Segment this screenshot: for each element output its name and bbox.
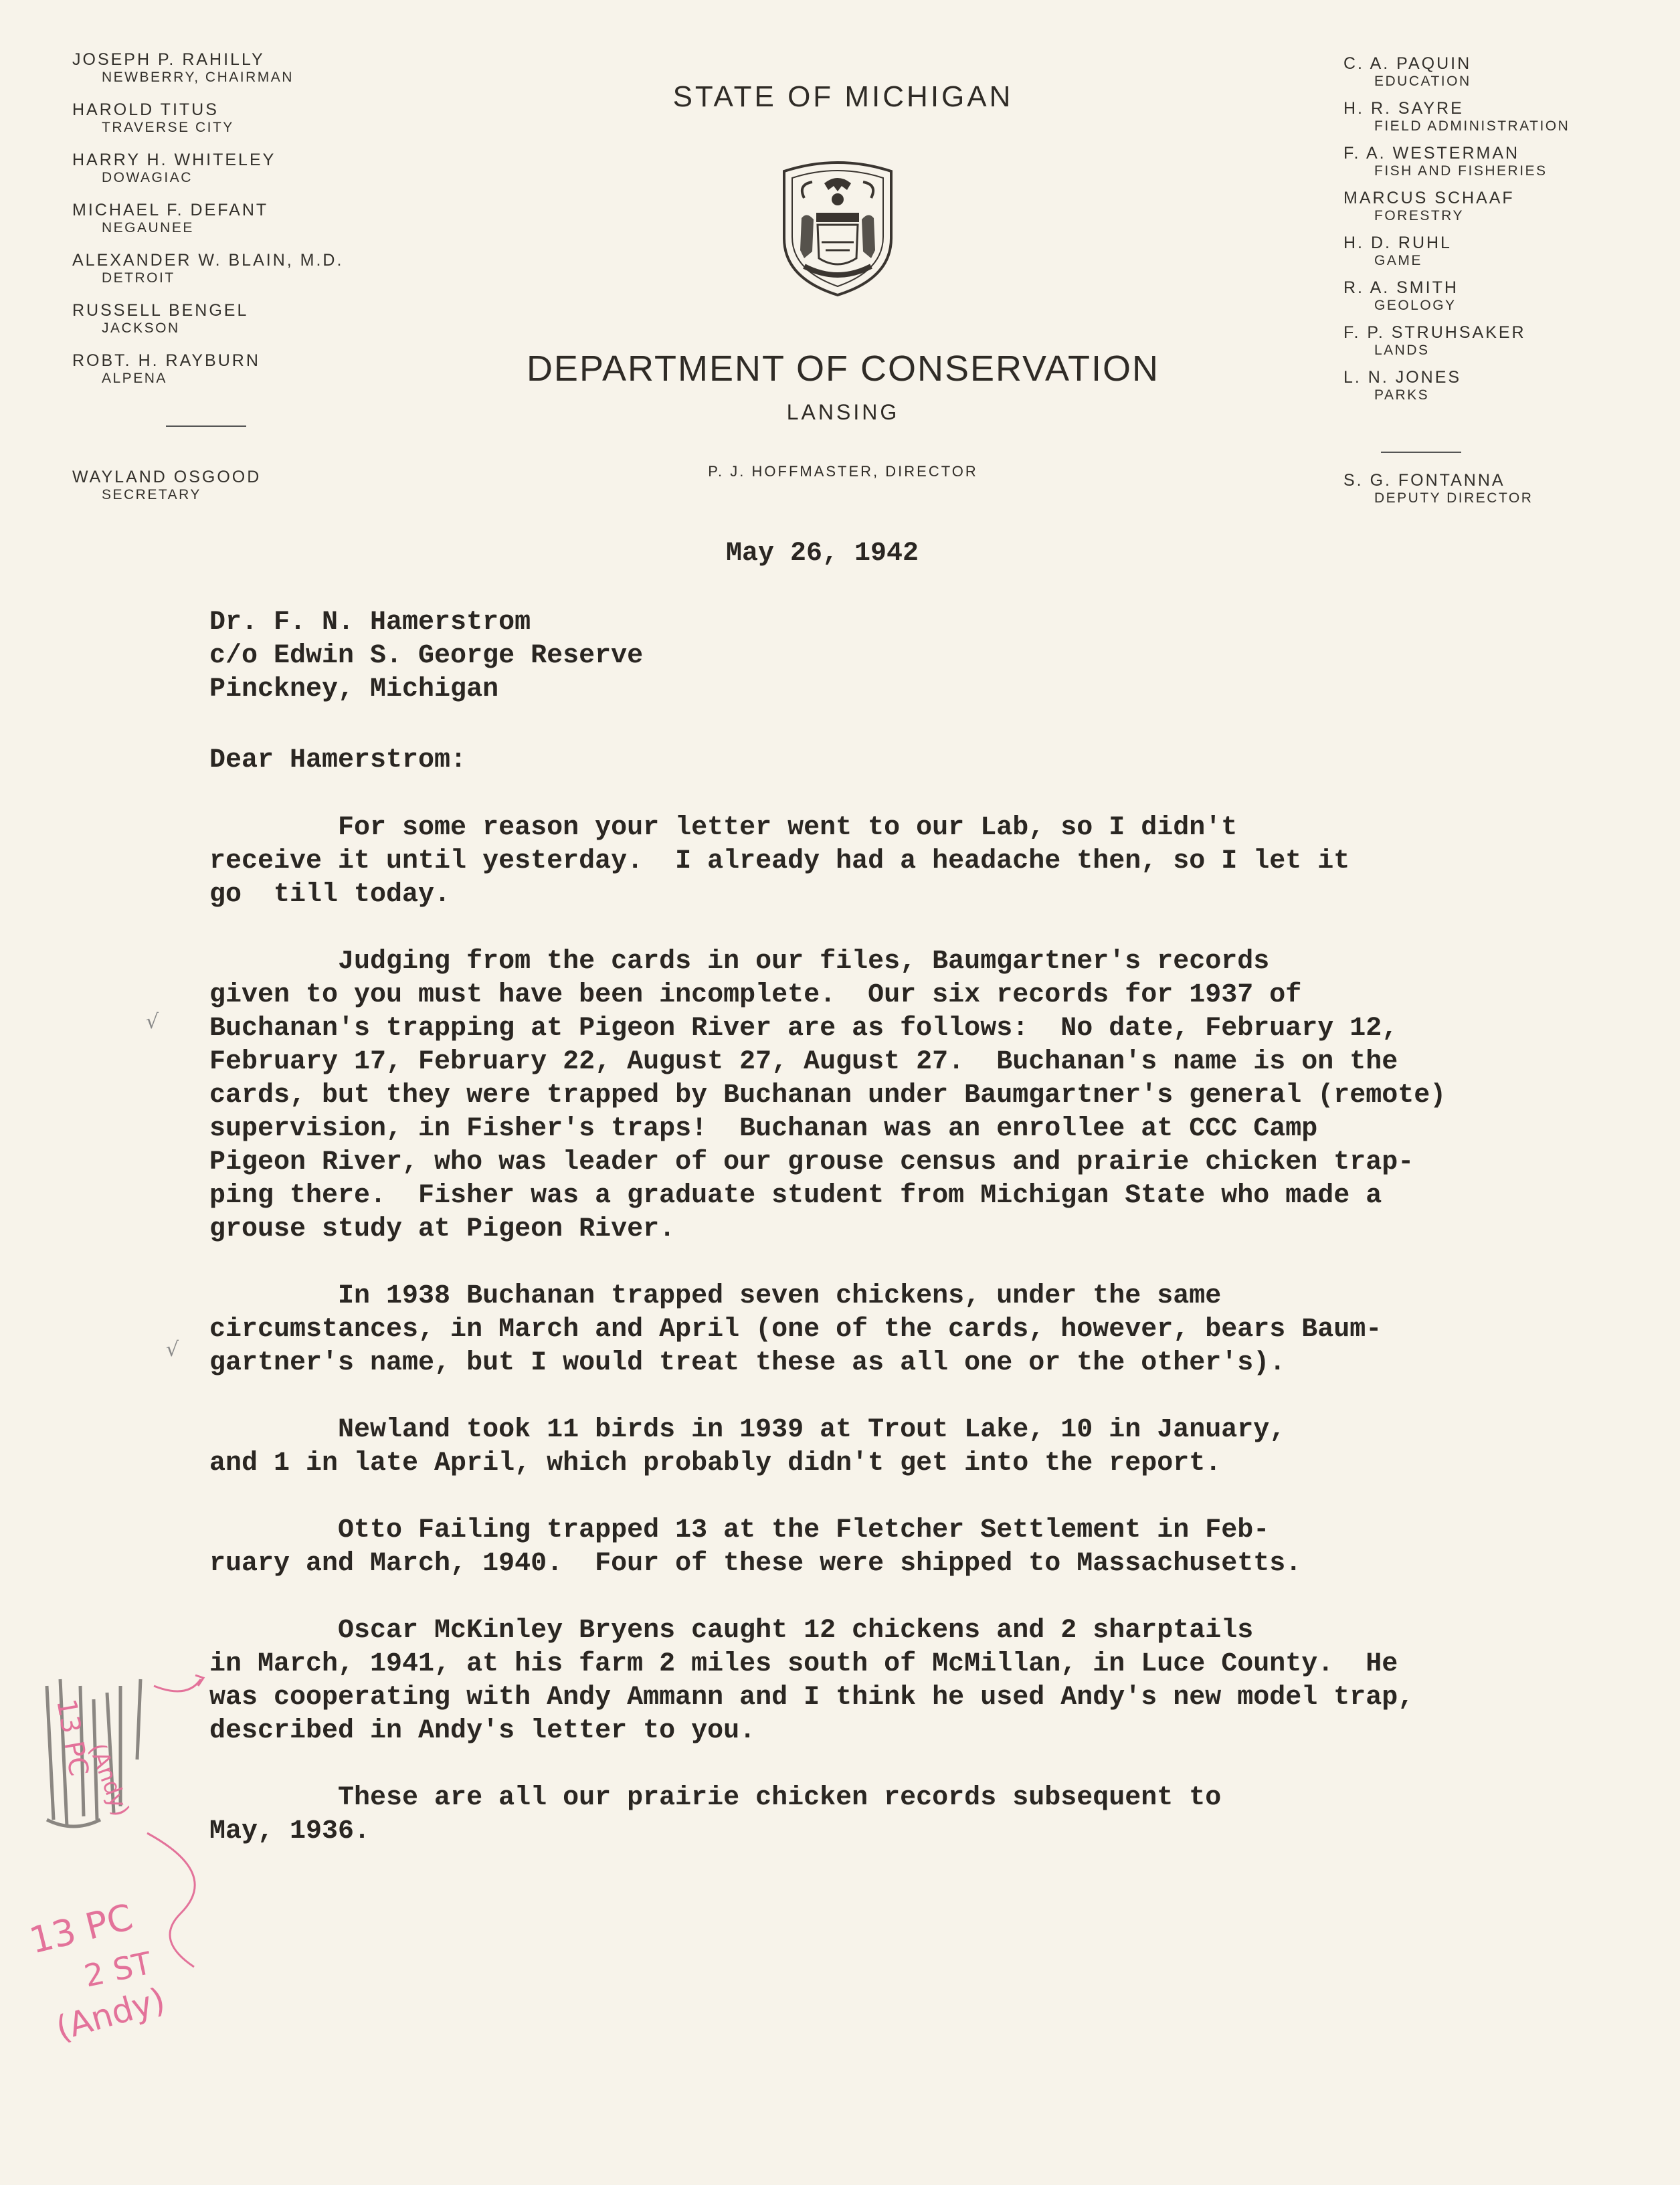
deputy-title: DEPUTY DIRECTOR bbox=[1374, 490, 1533, 506]
division-name: GEOLOGY bbox=[1374, 298, 1457, 313]
paragraph bbox=[209, 1514, 1548, 1581]
member-name: HAROLD TITUS bbox=[72, 100, 219, 119]
paragraph-line: was cooperating with Andy Ammann and I think he used Andy's new model trap, bbox=[209, 1683, 1414, 1713]
michigan-seal-icon bbox=[777, 158, 898, 298]
member-name: MICHAEL F. DEFANT bbox=[72, 201, 269, 219]
member-name: RUSSELL BENGEL bbox=[72, 301, 249, 320]
member-place: DOWAGIAC bbox=[102, 170, 193, 185]
member-place: DETROIT bbox=[102, 270, 175, 286]
member-name: JOSEPH P. RAHILLY bbox=[72, 50, 265, 69]
division-name: FORESTRY bbox=[1374, 208, 1464, 223]
member-place: JACKSON bbox=[102, 320, 180, 336]
division-entry bbox=[1343, 233, 1624, 278]
lower-note-line: 2 ST bbox=[81, 1944, 155, 1994]
member-entry bbox=[72, 50, 353, 100]
lower-note-line: 13 PC bbox=[25, 1895, 137, 1962]
member-entry bbox=[72, 150, 353, 200]
division-name: PARKS bbox=[1374, 387, 1430, 403]
lower-note-line: (Andy) bbox=[52, 1980, 170, 2049]
secretary-name: WAYLAND OSGOOD bbox=[72, 468, 262, 486]
paragraph-line: ruary and March, 1940. Four of these were shipped to Massachusetts. bbox=[209, 1549, 1302, 1579]
paragraph-line: ping there. Fisher was a graduate student from Michigan State who made a bbox=[209, 1181, 1382, 1211]
paragraph-line: Judging from the cards in our files, Baumgartner's records bbox=[209, 947, 1270, 977]
deputy-entry bbox=[1343, 470, 1533, 515]
divider bbox=[1381, 452, 1461, 453]
division-chiefs bbox=[1343, 54, 1624, 506]
upper-note-line: (Andy) bbox=[83, 1739, 134, 1820]
division-chief-name: H. D. RUHL bbox=[1343, 233, 1452, 252]
division-name: LANDS bbox=[1374, 343, 1430, 358]
member-entry bbox=[72, 250, 353, 300]
handwritten-annotation bbox=[20, 1659, 248, 2061]
division-entry bbox=[1343, 143, 1624, 188]
department-city: LANSING bbox=[786, 400, 900, 424]
member-name: ALEXANDER W. BLAIN, M.D. bbox=[72, 251, 344, 270]
division-entry bbox=[1343, 54, 1624, 98]
paragraph-line: circumstances, in March and April (one of the cards, however, bears Baum- bbox=[209, 1315, 1382, 1345]
commission-members bbox=[72, 50, 353, 502]
paragraph-line: Newland took 11 birds in 1939 at Trout Lake, 10 in January, bbox=[209, 1415, 1286, 1445]
paragraph bbox=[209, 1414, 1548, 1481]
paragraph-line: in March, 1941, at his farm 2 miles south of McMillan, in Luce County. He bbox=[209, 1649, 1398, 1679]
paragraph bbox=[209, 945, 1548, 1246]
secretary-title: SECRETARY bbox=[102, 487, 201, 502]
divider bbox=[166, 425, 246, 427]
state-title: STATE OF MICHIGAN bbox=[672, 80, 1014, 113]
paragraph-line: go till today. bbox=[209, 880, 451, 910]
division-name: FIELD ADMINISTRATION bbox=[1374, 118, 1570, 134]
member-entry bbox=[72, 300, 353, 351]
division-name: FISH AND FISHERIES bbox=[1374, 163, 1548, 179]
department-title: DEPARTMENT OF CONSERVATION bbox=[526, 349, 1160, 389]
member-place: NEWBERRY, CHAIRMAN bbox=[102, 70, 294, 85]
member-name: ROBT. H. RAYBURN bbox=[72, 351, 260, 370]
director-line: P. J. HOFFMASTER, DIRECTOR bbox=[708, 463, 978, 480]
paragraph-line: May, 1936. bbox=[209, 1816, 371, 1846]
paragraph-line: Buchanan's trapping at Pigeon River are as follows: No date, February 12, bbox=[209, 1014, 1398, 1044]
member-entry bbox=[72, 351, 353, 401]
paragraph-line: grouse study at Pigeon River. bbox=[209, 1214, 676, 1244]
paragraph-line: For some reason your letter went to our Lab, so I didn't bbox=[209, 813, 1238, 843]
division-chief-name: F. P. STRUHSAKER bbox=[1343, 323, 1526, 342]
paragraph-line: receive it until yesterday. I already had a headache then, so I let it bbox=[209, 846, 1350, 876]
paragraph-line: cards, but they were trapped by Buchanan under Baumgartner's general (remote) bbox=[209, 1080, 1446, 1111]
paragraph-line: These are all our prairie chicken records subsequent to bbox=[209, 1783, 1222, 1813]
division-entry bbox=[1343, 278, 1624, 322]
paragraph-line: given to you must have been incomplete. Our six records for 1937 of bbox=[209, 980, 1302, 1010]
division-name: GAME bbox=[1374, 253, 1422, 268]
division-chief-name: MARCUS SCHAAF bbox=[1343, 189, 1515, 207]
member-place: ALPENA bbox=[102, 371, 167, 386]
member-place: NEGAUNEE bbox=[102, 220, 194, 235]
paragraph bbox=[209, 1782, 1548, 1848]
paragraph-line: Pigeon River, who was leader of our grouse census and prairie chicken trap- bbox=[209, 1147, 1414, 1177]
paragraph-line: Oscar McKinley Bryens caught 12 chickens and 2 sharptails bbox=[209, 1616, 1254, 1646]
member-place: TRAVERSE CITY bbox=[102, 120, 234, 135]
division-name: EDUCATION bbox=[1374, 74, 1471, 89]
paragraph-line: supervision, in Fisher's traps! Buchanan was an enrollee at CCC Camp bbox=[209, 1114, 1318, 1144]
deputy-name: S. G. FONTANNA bbox=[1343, 471, 1505, 490]
paragraph bbox=[209, 812, 1548, 912]
paragraph-line: February 17, February 22, August 27, August 27. Buchanan's name is on the bbox=[209, 1047, 1398, 1077]
division-chief-name: H. R. SAYRE bbox=[1343, 99, 1464, 118]
letter-date: May 26, 1942 bbox=[726, 539, 919, 569]
division-chief-name: L. N. JONES bbox=[1343, 368, 1462, 387]
address-line: Dr. F. N. Hamerstrom bbox=[209, 607, 531, 638]
division-entry bbox=[1343, 367, 1624, 412]
paragraph-line: In 1938 Buchanan trapped seven chickens, under the same bbox=[209, 1281, 1222, 1311]
member-name: HARRY H. WHITELEY bbox=[72, 151, 276, 169]
member-entry bbox=[72, 100, 353, 150]
salutation: Dear Hamerstrom: bbox=[209, 745, 467, 775]
paragraph-line: described in Andy's letter to you. bbox=[209, 1716, 756, 1746]
paragraph bbox=[209, 1280, 1548, 1380]
upper-note-line: 13 PC bbox=[50, 1697, 94, 1779]
paragraph-line: Otto Failing trapped 13 at the Fletcher Settlement in Feb- bbox=[209, 1515, 1270, 1545]
secretary-entry bbox=[72, 467, 261, 517]
paragraph bbox=[209, 1614, 1548, 1748]
paragraph-line: gartner's name, but I would treat these as all one or the other's). bbox=[209, 1348, 1286, 1378]
division-chief-name: C. A. PAQUIN bbox=[1343, 54, 1472, 73]
address-line: Pinckney, Michigan bbox=[209, 674, 499, 704]
address-line: c/o Edwin S. George Reserve bbox=[209, 641, 644, 671]
paragraph-line: and 1 in late April, which probably didn't get into the report. bbox=[209, 1448, 1222, 1479]
margin-check-icon: √ bbox=[146, 1010, 159, 1034]
division-chief-name: F. A. WESTERMAN bbox=[1343, 144, 1520, 163]
member-entry bbox=[72, 200, 353, 250]
division-entry bbox=[1343, 98, 1624, 143]
recipient-address bbox=[209, 606, 643, 706]
division-chief-name: R. A. SMITH bbox=[1343, 278, 1459, 297]
division-entry bbox=[1343, 322, 1624, 367]
margin-check-icon: √ bbox=[166, 1338, 179, 1361]
division-entry bbox=[1343, 188, 1624, 233]
